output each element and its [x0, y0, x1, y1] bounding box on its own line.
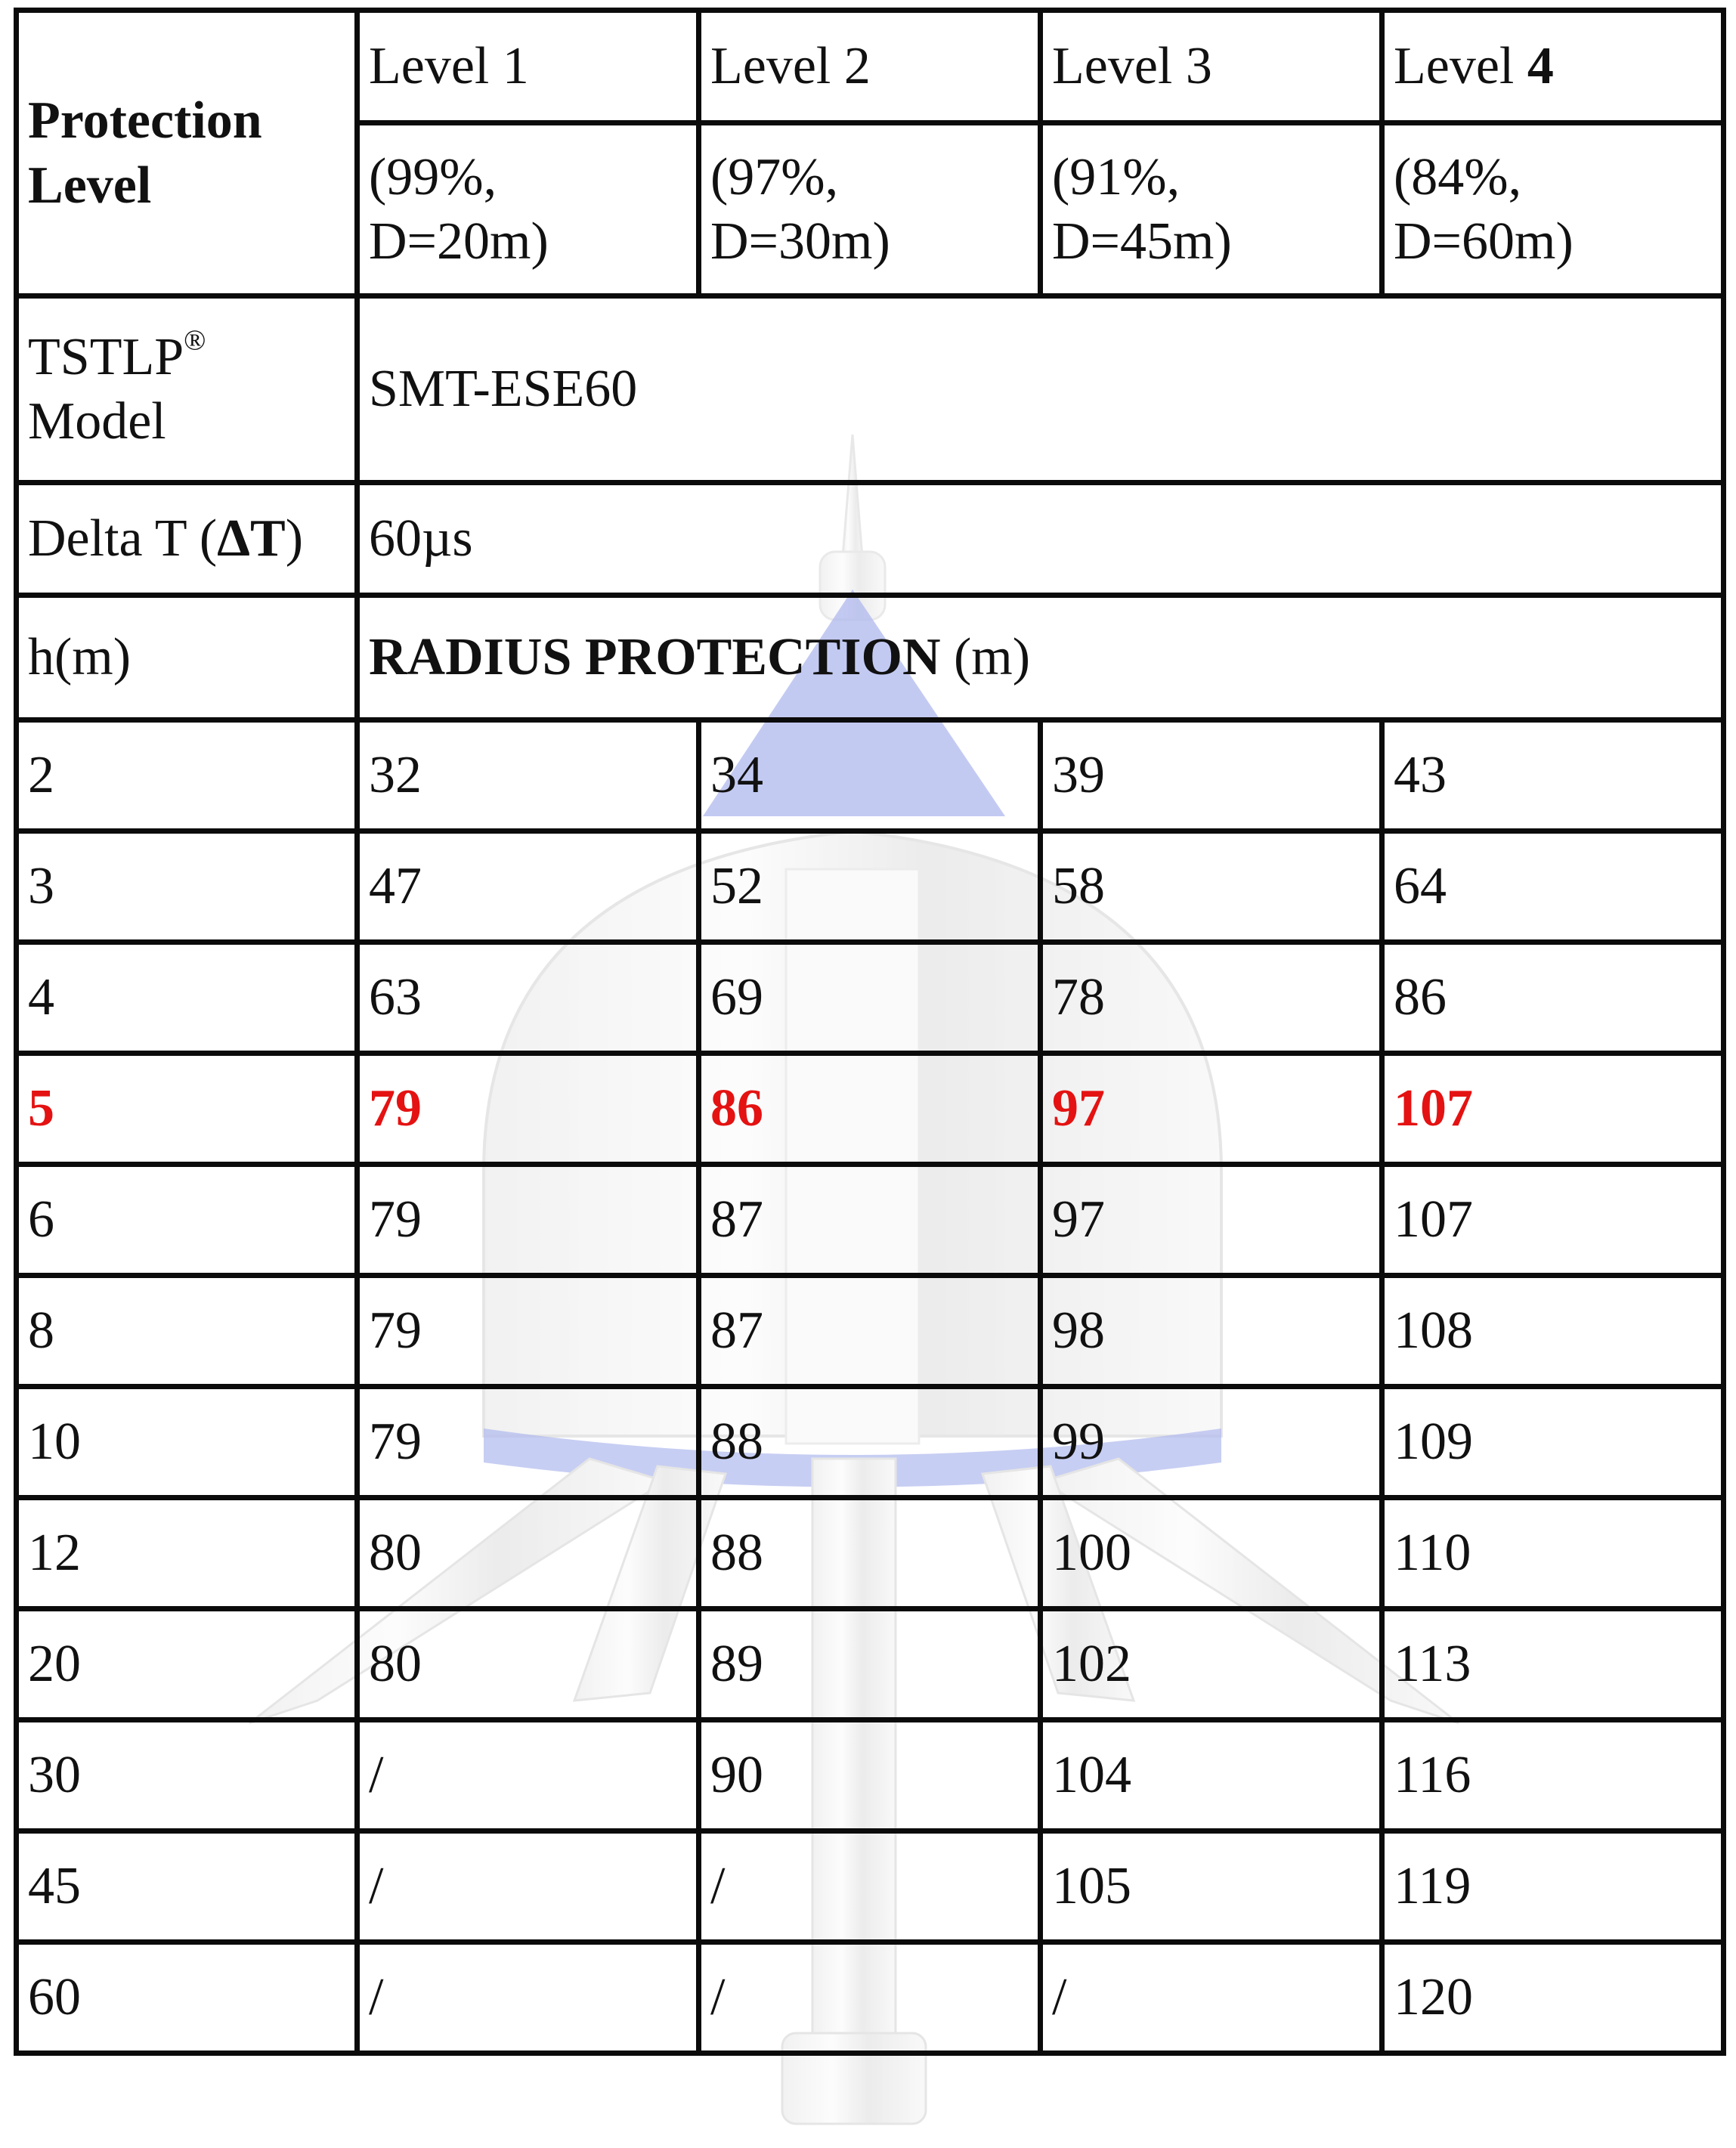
radius-cell-level-2: 86: [699, 1054, 1041, 1165]
radius-cell-level-2: 52: [699, 831, 1041, 942]
level-1-label: Level 1: [357, 11, 699, 123]
radius-cell-level-1: 79: [357, 1054, 699, 1165]
level-2-label: Level 2: [699, 11, 1041, 123]
radius-cell-level-1: /: [357, 1720, 699, 1831]
radius-cell-level-1: 63: [357, 942, 699, 1054]
radius-cell-level-4: 86: [1382, 942, 1724, 1054]
model-label-main: TSTLP: [28, 327, 184, 386]
table-row: [17, 1165, 1724, 1276]
level-2-spec: (97%, D=30m): [699, 123, 1041, 296]
radius-cell-level-3: 97: [1041, 1054, 1382, 1165]
radius-cell-level-3: 97: [1041, 1165, 1382, 1276]
protection-level-label: Protection Level: [17, 11, 357, 296]
radius-cell-level-1: 80: [357, 1609, 699, 1720]
radius-cell-level-4: 110: [1382, 1498, 1724, 1609]
height-cell: 10: [17, 1387, 357, 1498]
radius-cell-level-2: 87: [699, 1276, 1041, 1387]
delta-t-row: [17, 483, 1724, 596]
radius-cell-level-3: 58: [1041, 831, 1382, 942]
radius-cell-level-3: 100: [1041, 1498, 1382, 1609]
delta-t-value: 60µs: [357, 483, 1724, 596]
height-column-label: h(m): [17, 596, 357, 720]
radius-protection-unit: (m): [940, 628, 1031, 687]
height-cell: 4: [17, 942, 357, 1054]
radius-cell-level-4: 113: [1382, 1609, 1724, 1720]
radius-cell-level-1: 79: [357, 1387, 699, 1498]
radius-cell-level-1: 79: [357, 1165, 699, 1276]
height-cell: 30: [17, 1720, 357, 1831]
radius-cell-level-2: 90: [699, 1720, 1041, 1831]
height-cell: 8: [17, 1276, 357, 1387]
height-cell: 60: [17, 1942, 357, 2054]
table-row: [17, 1720, 1724, 1831]
radius-protection-title-bold: RADIUS PROTECTION: [369, 628, 941, 687]
delta-t-label-pre: Delta T (: [28, 509, 218, 568]
model-label-sub: Model: [28, 392, 166, 450]
height-cell: 5: [17, 1054, 357, 1165]
radius-cell-level-2: 87: [699, 1165, 1041, 1276]
level-4-spec: (84%, D=60m): [1382, 123, 1724, 296]
level-4-number: 4: [1527, 37, 1554, 96]
table-row: [17, 1831, 1724, 1942]
radius-cell-level-3: 105: [1041, 1831, 1382, 1942]
model-value: SMT-ESE60: [357, 296, 1724, 483]
table-row: [17, 1609, 1724, 1720]
height-cell: 2: [17, 720, 357, 831]
radius-cell-level-3: 78: [1041, 942, 1382, 1054]
radius-cell-level-3: 102: [1041, 1609, 1382, 1720]
radius-cell-level-2: 88: [699, 1387, 1041, 1498]
protection-radius-table: [14, 8, 1726, 2056]
radius-cell-level-2: 69: [699, 942, 1041, 1054]
table-row: [17, 1942, 1724, 2054]
radius-cell-level-1: 47: [357, 831, 699, 942]
table-row: [17, 1387, 1724, 1498]
radius-cell-level-2: /: [699, 1942, 1041, 2054]
radius-cell-level-2: /: [699, 1831, 1041, 1942]
level-1-spec: (99%, D=20m): [357, 123, 699, 296]
radius-cell-level-4: 64: [1382, 831, 1724, 942]
radius-cell-level-3: 39: [1041, 720, 1382, 831]
level-4-label-text: Level: [1394, 37, 1527, 96]
radius-cell-level-4: 116: [1382, 1720, 1724, 1831]
height-cell: 12: [17, 1498, 357, 1609]
level-4-label: [1382, 11, 1724, 123]
header-row-levels: [17, 11, 1724, 123]
table-row: [17, 1276, 1724, 1387]
radius-protection-title: [357, 596, 1724, 720]
radius-cell-level-3: /: [1041, 1942, 1382, 2054]
height-cell: 45: [17, 1831, 357, 1942]
height-cell: 3: [17, 831, 357, 942]
table-row: [17, 720, 1724, 831]
radius-cell-level-2: 34: [699, 720, 1041, 831]
radius-cell-level-2: 88: [699, 1498, 1041, 1609]
height-cell: 6: [17, 1165, 357, 1276]
delta-t-label-post: ): [285, 509, 304, 568]
level-3-spec: (91%, D=45m): [1041, 123, 1382, 296]
radius-cell-level-1: /: [357, 1942, 699, 2054]
registered-mark: ®: [184, 323, 206, 356]
radius-cell-level-4: 43: [1382, 720, 1724, 831]
table-row: [17, 831, 1724, 942]
radius-cell-level-1: 79: [357, 1276, 699, 1387]
radius-cell-level-4: 109: [1382, 1387, 1724, 1498]
radius-cell-level-4: 107: [1382, 1165, 1724, 1276]
radius-cell-level-4: 108: [1382, 1276, 1724, 1387]
radius-header-row: [17, 596, 1724, 720]
radius-cell-level-1: /: [357, 1831, 699, 1942]
radius-cell-level-1: 80: [357, 1498, 699, 1609]
delta-t-symbol: ΔT: [217, 509, 286, 568]
radius-cell-level-2: 89: [699, 1609, 1041, 1720]
radius-cell-level-3: 104: [1041, 1720, 1382, 1831]
radius-cell-level-4: 119: [1382, 1831, 1724, 1942]
delta-t-label: [17, 483, 357, 596]
radius-cell-level-4: 107: [1382, 1054, 1724, 1165]
radius-cell-level-3: 98: [1041, 1276, 1382, 1387]
radius-cell-level-4: 120: [1382, 1942, 1724, 2054]
table-row: [17, 1498, 1724, 1609]
radius-cell-level-1: 32: [357, 720, 699, 831]
table-row: [17, 942, 1724, 1054]
level-3-label: Level 3: [1041, 11, 1382, 123]
radius-cell-level-3: 99: [1041, 1387, 1382, 1498]
model-label: [17, 296, 357, 483]
table-row: [17, 1054, 1724, 1165]
model-row: [17, 296, 1724, 483]
height-cell: 20: [17, 1609, 357, 1720]
